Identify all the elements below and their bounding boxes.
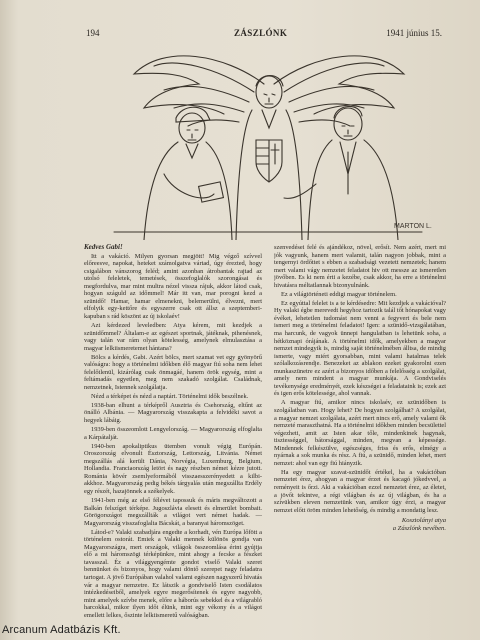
page-number: 194: [86, 28, 100, 38]
paragraph: 1938-ban elhunt a térképről Ausztria és Csehország, eltűnt az önálló Albánia. — Magyarország visszakapta a felvidéki savot a hegyek lábáig.: [84, 401, 262, 425]
artist-signature: MARTON L.: [394, 223, 432, 230]
three-men-with-wings-illustration: [104, 44, 432, 240]
greeting: Kedves Gabi!: [84, 244, 123, 251]
paragraph: Itt a vakáció. Milyen gyorsan megjött! Mig végző szívvel előreesve, napokat, heteket számolgatva vártad, úgy érezted, hogy csigalábon vánszorog feléd; amint azonban átrobantak rajtad az utolsó feleletek, temetések, összefoglalók szorongásai és megfordulva, mar mint multra nézel vissza rájuk, akkor látod csak, hogyan száguld az időmmel! Már itt van, mar porogni kezd a szünidő! Hamar, hamar elmenekni, belemerülni, élvezni, mert elfolyik egy-kettőre és egyszerre csak ott állsz a szeptemberi-kapuban s rád köszönt az új iskolaév!: [84, 252, 262, 320]
paragraph: szenvedései felé és ajándékoz, növel, erősít. Nem azért, mert mi jók vagyunk, hanem mert valamit, talán nagyon jobbak, mint a tengernyi ördőttet s ebben a szabadsági vezetett nemzetek; hanem mert valami vágy nemzetet feladatot hiv ott messze az ismeretlen jövőben. Es ki nem érti a kezébe, csak akkor, ha erre a történelmi hivatásra méltatlannak bizonyulnánk.: [274, 244, 446, 289]
signature-name: Kosztolányi atya: [401, 517, 446, 525]
article-column-right: [274, 244, 446, 636]
paragraph: Bölcs a kérdés, Gabi. Azért bölcs, mert szamat vet egy gyönyörű valóságra: hogy a történelmi időkben élő magyar fiú soha nem lehet felelőtlenül, kizárólag csak önmagáé, hanem örök egység, mint a feltámadás egyetlen, meg nem szakadó szolgálat. Családnak, nemzetnek, Istennek szolgálatja.: [84, 353, 262, 391]
paragraph: 1941-ben még az első félévet tapossuk és máris megváltozott a Balkán felszíget térképe. Jugoszlávia elesett és elmerület bombait. Görögországot megszállták a világot vert német hadak. — Magyarország visszafoglalta Bácskát, a baranyai háromszöget.: [84, 497, 262, 527]
signature-affiliation: a Zászlónk nevében.: [392, 525, 446, 533]
article-column-left: [84, 244, 262, 636]
magazine-title: ZÁSZLÓNK: [234, 28, 288, 38]
paragraph: Ha egy magyar szavat-szünidőt értékel, ha a vakációban nemzetet érez, ahogyan a magyar érzet és kacagó jókedvvel, a reményeit is őrzi. Aki a vakációban ezzel nemzetet érez, az életet, a jövőt tekintve, a régi világban és az új világban, és ha a szívükben eleven nemzetünk van, amikor úgy érzi, a magyar nemzet előtt öröm minden lehetőség, és mindig a mondatig lesz.: [274, 468, 446, 514]
signature: [274, 517, 446, 533]
paragraph: Ez a világtörténeti eddigi magyar történelem.: [281, 290, 397, 298]
paragraph: Ez egyúttal felelet is a te kérdésedre: Mit kezdjek a vakációval? Hy valaki égbe merevedt hegyhoz tartozik talál tőt hónapokat vagy évéket, lehetetlen tudomást nem venni a fegyvert és bele nem ismeri meg a történelmi feladatot! Igen: a szünidő-vizsgálatában, ma harcunk, de vagyok ünnepi hangulatban is lehetünk soha, a hétköznapi órájának. A történelmi idők, amelyekben a magyar nemzet mindegyik is, mindig saját történelmében álltsa, de mindig ismerte, vagy miért gyorsabban, mint valami hatalmas telek szólalkozásrendje. Benezeket az ablakon ezeket gyakorolni ezen munkaszünetre ez azért a bizonyos időben a felelősség a szolgálat, amely nem mindent a magyar munkája. A Gondviselés tevékenysége eredményét, ezek készségei a feladataink is; ezek azt és igen erős kötelessége, ahol vannak.: [274, 299, 446, 398]
paragraph: Azt kérdezed leveledben: Atya kérem, mit kezdjek a szünidőmmel? Általam-e az egészet sportnak, játéknak, pihenésnek, vagy talán var rám olyan kötelesség, amelynek elmulasztása a magyar lelkiismeretemet hántana?: [84, 321, 262, 352]
paragraph: A magyar fiú, amikor nincs iskolaév, ez szünidőben is szolgálatban van. Hogy lehet? De hogyan szolgálhat? A szolgálat, a magyar nemzet szolgálata, azért mert nincs erő, amely valami ők nemzeté maraszthatná. Ha a történelmi időkben minden becsülettel végezheti, amit az Isten akar tőle, mindenkinek hagynak, tisztességgel, bátorsággal, minden, megvan a képessége. Mindennek felkészülve, egészséges, friss és erős, elmégy a nyárnak a sok munka és rész. A fiú, a szünidő, minden lehet, mert nemzet: ahol van egy fiú hiányzik.: [274, 399, 446, 467]
paragraph: 1939-ben összeomlott Lengyelország. — Magyarország elfoglalta a Kárpátalját.: [84, 426, 262, 441]
page-header: [86, 27, 442, 39]
paragraph: Nézd a térképet és nézd a naptárt. Történelmi idők beszélnek.: [91, 392, 249, 400]
paragraph: 1940-ben apokaliptikus ütemben vonult végig Európán. Oroszország elvonult Észtország, Lettország, Litvánia. Német megszállás alá került Dánia, Norvégia, Luxemburg, Belgium, Hollandia. Franciaország letört és nagy részben német kézre jutott. Románia kövér zsemlyeformából visszaesszerényedett a kilbi-akkhoz. Magyarország pedig békés tárgyalás után megszállta Erdély egy részét, hazajönnek a székelyek.: [84, 442, 262, 495]
paragraph: Látod-e? Valaki szabadjára engedte a korhadt, vén Európa lőfött a történelem ostorát. Emiek a Valaki mennek különös gondja van Magyarországra, mert országok, világok összeomlása érint gyújtja elő a mi háromszögi térképünkre, mint ahogy a fecske a fészket tavasszal. Éz a világgyengémte gondot viselő Valaki szeret bennünket és bizonyos, hogy valami döntő szerepet nagy feladatra tartogat. A jövő Európában valahol valami egészen nagyszerű hivatás vár a magyar nemzetre. Ez látszik a gondviselő Isten csodálatos intézkedéseiből, amelyek egyre megerősítenek és egyre nagyobb, mint amelyek szívbe menek, előre a háborús sebekkel és a világrabló harcokkal, mikor ilyen időt élünk, mint egy vékony és a világot emellett lelkes, őszinte lelkiismeretű valóságban.: [84, 528, 262, 619]
arcanum-watermark[interactable]: Arcanum Adatbázis Kft.: [2, 624, 121, 636]
issue-date: 1941 június 15.: [386, 28, 442, 38]
